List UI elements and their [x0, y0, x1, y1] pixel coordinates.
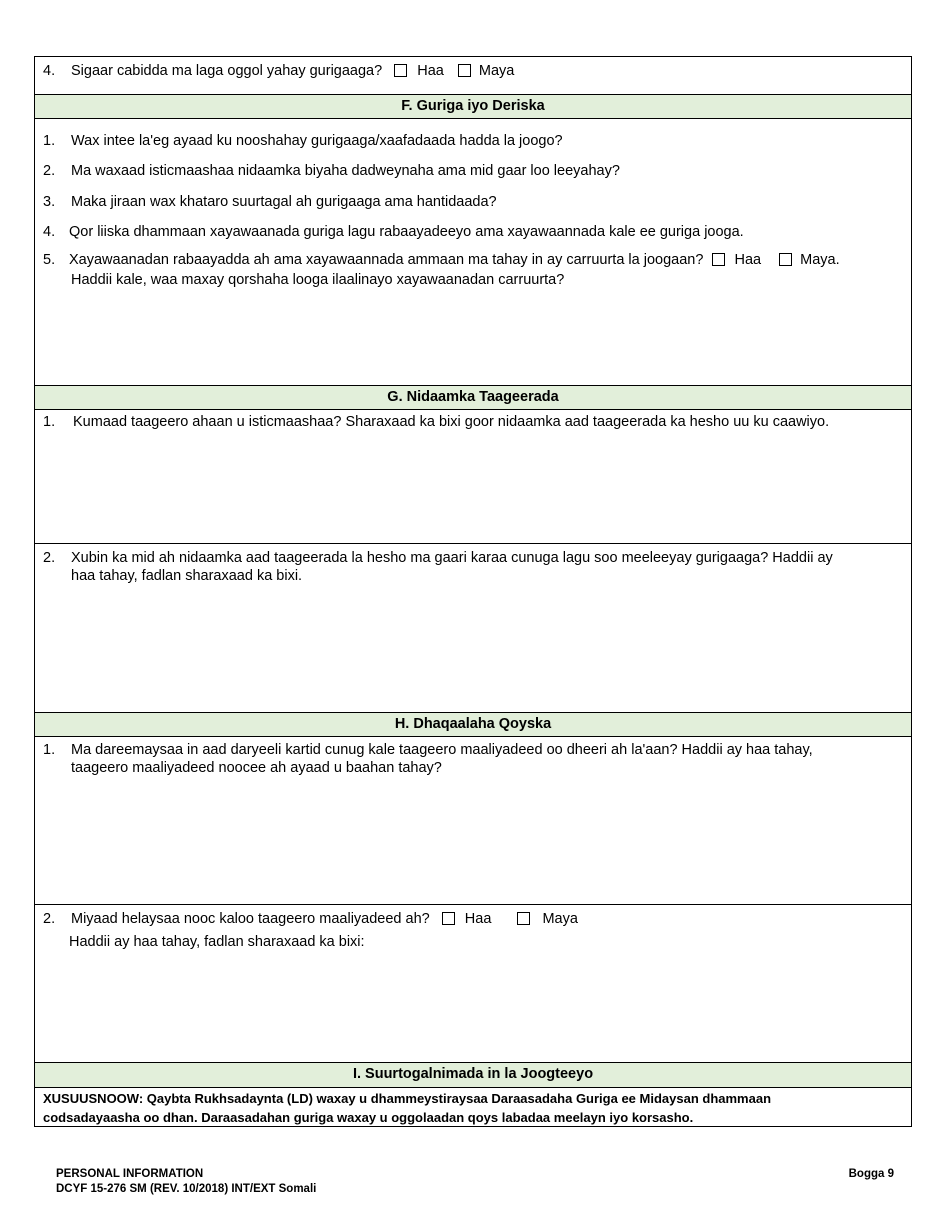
item-text: Maka jiraan wax khataro suurtagal ah gurigaaga ama hantidaada?	[71, 194, 497, 210]
note-line-2: codsadayaasha oo dhan. Daraasadahan guriga waxay u oggolaadan qoys labadaa meelayn iyo korsasho.	[43, 1110, 694, 1125]
yes-checkbox[interactable]	[442, 912, 455, 925]
item-number: 3.	[43, 194, 56, 210]
section-g-question-1	[35, 409, 911, 543]
footer-label: PERSONAL INFORMATION	[56, 1168, 204, 1180]
section-g-question-2	[35, 543, 911, 712]
section-h-question-2	[35, 904, 911, 1062]
no-checkbox[interactable]	[458, 64, 471, 77]
no-checkbox[interactable]	[779, 253, 792, 266]
yes-checkbox[interactable]	[712, 253, 725, 266]
section-i-note	[35, 1087, 911, 1126]
section-h-question-1	[35, 736, 911, 904]
yes-label: Haa	[417, 63, 444, 79]
question-text: Sigaar cabidda ma laga oggol yahay gurigaaga?	[71, 63, 383, 79]
footer-page-number: Bogga 9	[848, 1168, 894, 1180]
section-f-header: F. Guriga iyo Deriska	[35, 94, 911, 118]
item-text: Qor liiska dhammaan xayawaanada guriga lagu rabaayadeeyo ama xayawaannada kale ee guriga jooga.	[69, 224, 744, 240]
question-text: Miyaad helaysaa nooc kaloo taageero maaliyadeed ah?	[71, 911, 430, 927]
section-h-header: H. Dhaqaalaha Qoyska	[35, 712, 911, 736]
no-label: Maya	[542, 911, 578, 927]
item-number: 5.	[43, 252, 56, 268]
item-text: Wax intee la'eg ayaad ku nooshahay gurigaaga/xaafadaada hadda la joogo?	[71, 133, 563, 149]
section-f-body	[35, 118, 911, 385]
form-page	[34, 56, 912, 1127]
section-g-header: G. Nidaamka Taageerada	[35, 385, 911, 409]
yes-label: Haa	[464, 911, 492, 927]
no-label: Maya.	[800, 252, 840, 268]
question-number: 1.	[43, 742, 56, 758]
footer-form-id: DCYF 15-276 SM (REV. 10/2018) INT/EXT Somali	[56, 1183, 317, 1195]
item-text: Ma waxaad isticmaashaa nidaamka biyaha dadweynaha ama mid gaar loo leeyahay?	[71, 163, 620, 179]
question-text: Kumaad taageero ahaan u isticmaashaa? Sharaxaad ka bixi goor nidaamka aad taageerada ka hesho uu ku caawiyo.	[73, 414, 830, 430]
question-text-line2: taageero maaliyadeed noocee ah ayaad u baahan tahay?	[71, 760, 442, 776]
question-number: 2.	[43, 911, 56, 927]
no-label: Maya	[478, 63, 515, 79]
question-number: 1.	[43, 414, 56, 430]
item-number: 2.	[43, 163, 56, 179]
question-text-line2: haa tahay, fadlan sharaxaad ka bixi.	[71, 568, 303, 584]
item-text: Xayawaanadan rabaayadda ah ama xayawaannada ammaan ma tahay in ay carruurta la joogaan?	[69, 252, 704, 268]
yes-checkbox[interactable]	[394, 64, 407, 77]
item-number: 1.	[43, 133, 56, 149]
question-number: 4.	[43, 63, 56, 79]
yes-label: Haa	[734, 252, 762, 268]
question-text: Ma dareemaysaa in aad daryeeli kartid cunug kale taageero maaliyadeed oo dheeri ah la'aan? Haddii ay haa tahay,	[71, 742, 813, 758]
item-number: 4.	[43, 224, 56, 240]
no-checkbox[interactable]	[517, 912, 530, 925]
question-number: 2.	[43, 550, 56, 566]
pet-smoking-question-row	[35, 57, 911, 94]
section-i-header: I. Suurtogalnimada in la Joogteeyo	[35, 1062, 911, 1087]
note-line-1: XUSUUSNOOW: Qaybta Rukhsadaynta (LD) waxay u dhammeystiraysaa Daraasadaha Guriga ee Midaysan dhammaan	[43, 1091, 772, 1106]
question-text-line2: Haddii ay haa tahay, fadlan sharaxaad ka bixi:	[69, 934, 365, 950]
question-text: Xubin ka mid ah nidaamka aad taageerada la hesho ma gaari karaa cunuga lagu soo meeleeyay gurigaaga? Haddii ay	[71, 550, 833, 566]
item-text-line2: Haddii kale, waa maxay qorshaha looga ilaalinayo xayawaanadan carruurta?	[71, 272, 565, 288]
